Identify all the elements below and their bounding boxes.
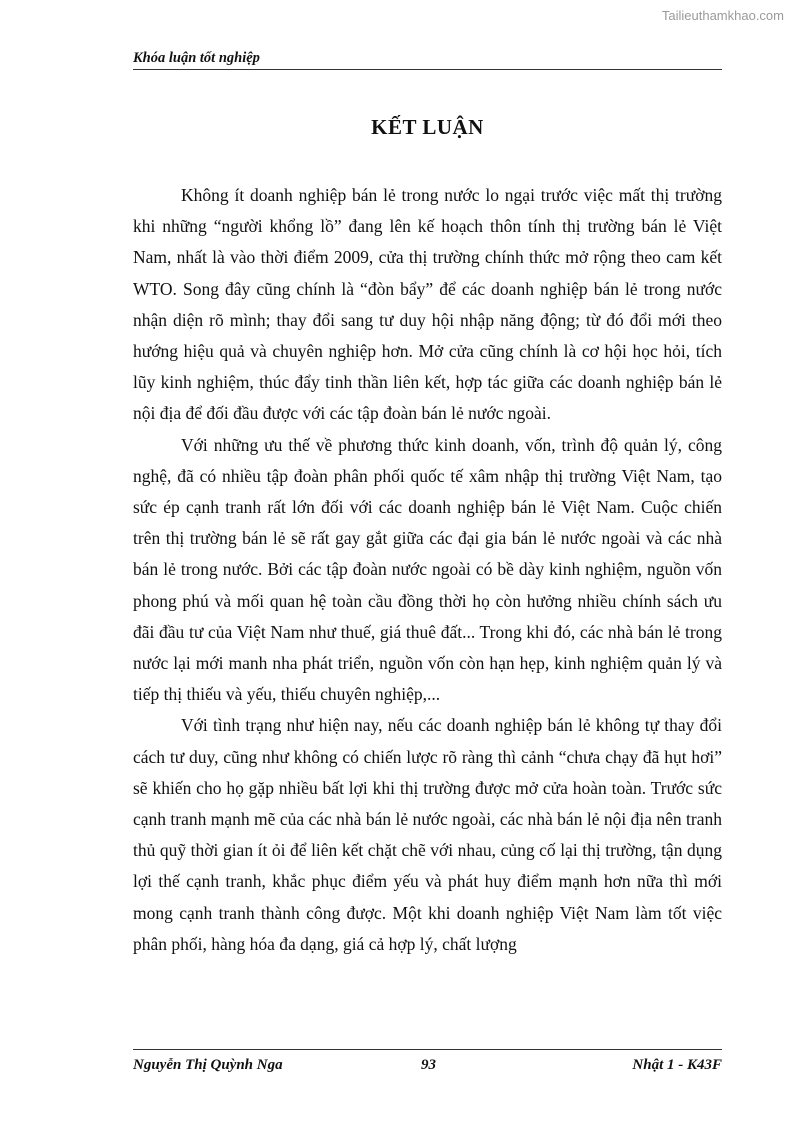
footer-class: Nhật 1 - K43F [632,1057,722,1073]
body-text [133,180,722,960]
paragraph-2: Với những ưu thế về phương thức kinh doanh, vốn, trình độ quản lý, công nghệ, đã có nhiều tập đoàn phân phối quốc tế xâm nhập thị trường Việt Nam, tạo sức ép cạnh tranh rất lớn đối với các doanh nghiệp bán lẻ Việt Nam. Cuộc chiến trên thị trường bán lẻ sẽ rất gay gắt giữa các đại gia bán lẻ nước ngoài và các nhà bán lẻ trong nước. Bởi các tập đoàn nước ngoài có bề dày kinh nghiệm, nguồn vốn phong phú và mối quan hệ toàn cầu đồng thời họ còn hưởng nhiều chính sách ưu đãi đầu tư của Việt Nam như thuế, giá thuê đất... Trong khi đó, các nhà bán lẻ trong nước lại mới manh nha phát triển, nguồn vốn còn hạn hẹp, kinh nghiệm quản lý và tiếp thị thiếu và yếu, thiếu chuyên nghiệp,... [133,434,722,705]
header-title: Khóa luận tốt nghiệp [133,50,260,66]
watermark: Tailieuthamkhao.com [661,8,784,23]
page-header [133,49,722,70]
page-title: KẾT LUẬN [371,115,484,139]
footer-author: Nguyễn Thị Quỳnh Nga [133,1057,283,1073]
paragraph-1: Không ít doanh nghiệp bán lẻ trong nước lo ngại trước việc mất thị trường khi những “người khổng lồ” đang lên kế hoạch thôn tính thị trường bán lẻ Việt Nam, nhất là vào thời điểm 2009, cửa thị trường chính thức mở rộng theo cam kết WTO. Song đây cũng chính là “đòn bẩy” để các doanh nghiệp bán lẻ trong nước nhận diện rõ mình; thay đổi sang tư duy hội nhập năng động; từ đó đổi mới theo hướng hiệu quả và chuyên nghiệp hơn. Mở cửa cũng chính là cơ hội học hỏi, tích lũy kinh nghiệm, thúc đẩy tinh thần liên kết, hợp tác giữa các doanh nghiệp bán lẻ nội địa để đối đầu được với các tập đoàn bán lẻ nước ngoài. [133,185,722,424]
page-number: 93 [421,1057,436,1073]
paragraph-3: Với tình trạng như hiện nay, nếu các doanh nghiệp bán lẻ không tự thay đổi cách tư duy, cũng như không có chiến lược rõ ràng thì cảnh “chưa chạy đã hụt hơi” sẽ khiến cho họ gặp nhiều bất lợi khi thị trường được mở cửa hoàn toàn. Trước sức cạnh tranh mạnh mẽ của các nhà bán lẻ nước ngoài, các nhà bán lẻ nội địa nên tranh thủ quỹ thời gian ít ỏi để liên kết chặt chẽ với nhau, củng cố lại thị trường, tận dụng lợi thế cạnh tranh, khắc phục điểm yếu và phát huy điểm mạnh hơn nữa thì mới mong cạnh tranh thành công được. Một khi doanh nghiệp Việt Nam làm tốt việc phân phối, hàng hóa đa dạng, giá cả hợp lý, chất lượng [133,715,722,954]
page-footer [133,1049,722,1080]
